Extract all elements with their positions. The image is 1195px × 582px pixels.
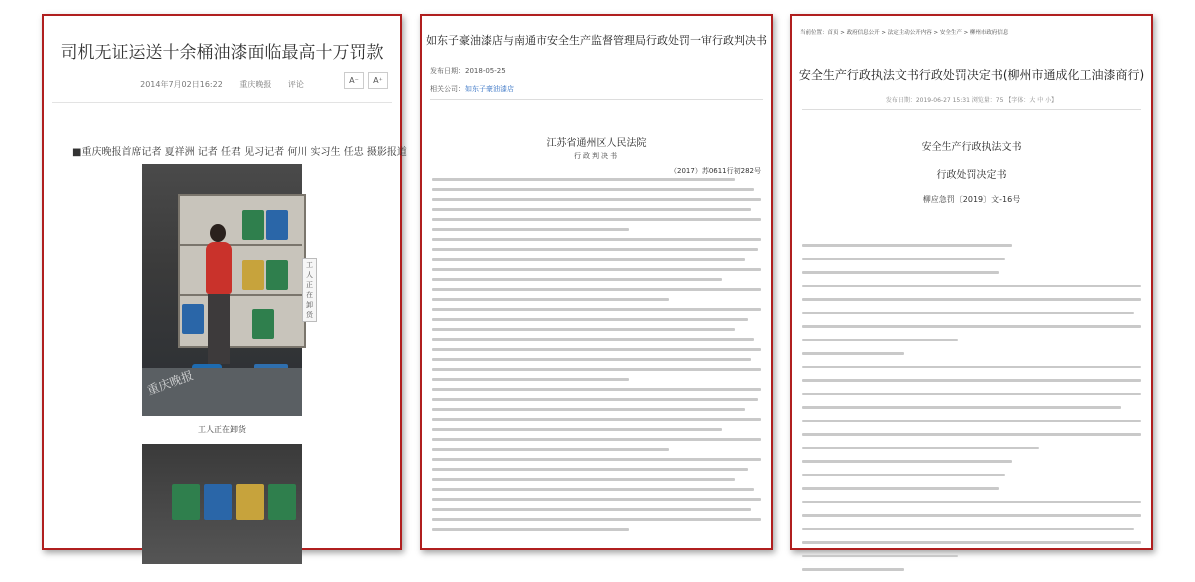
text-line [802,325,1141,328]
publish-date [430,66,506,76]
article-title: 司机无证运送十余桶油漆面临最高十万罚款 [60,43,384,63]
text-line [802,433,1141,436]
text-line [432,248,758,251]
worker-figure [210,224,226,242]
text-line [802,352,904,355]
text-line [802,541,1141,544]
text-line [432,298,669,301]
decision-meta: 发布日期：2019-06-27 15:31 浏览量：75 【字体：大 中 小】 [885,97,1058,104]
related-company-link[interactable]: 如东子豪油漆店 [465,85,514,93]
text-line [802,379,1141,382]
publish-date-label: 发布日期： [430,67,465,75]
court-judgment-panel [420,14,773,550]
text-line [432,268,761,271]
watermark-logo: 重庆晚报 [145,368,196,398]
text-line [432,328,735,331]
text-line [802,474,1005,477]
text-line [432,498,761,501]
text-line [802,339,958,342]
text-line [802,298,1141,301]
text-line [432,238,761,241]
text-line [432,518,761,521]
document-type: 行政判决书 [574,152,619,160]
comment-link[interactable]: 评论 [287,80,304,89]
text-line [432,508,751,511]
text-line [802,555,958,558]
text-line [432,388,761,391]
text-line [432,258,745,261]
text-line [802,271,999,274]
text-line [432,528,629,531]
text-line [432,218,761,221]
text-line [432,278,722,281]
text-line [802,514,1141,517]
text-line [802,393,1141,396]
text-line [432,458,761,461]
breadcrumb[interactable]: 当前位置：首页 > 政府信息公开 > 法定主动公开内容 > 安全生产 > 柳州市政府信息 [800,30,1009,36]
font-size-controls [344,72,388,89]
text-line [802,406,1121,409]
penalty-decision-panel [790,14,1153,550]
decision-body-text [802,244,1141,582]
judgment-body-text [432,178,761,538]
article-photo-2 [142,444,302,564]
text-line [432,488,754,491]
text-line [432,378,629,381]
related-company [430,84,514,94]
text-line [802,285,1141,288]
judgment-title: 如东子豪油漆店与南通市安全生产监督管理局行政处罚一审行政判决书 [426,34,767,47]
court-name: 江苏省通州区人民法院 [546,138,647,149]
text-line [432,348,761,351]
text-line [432,318,748,321]
text-line [432,308,761,311]
text-line [432,448,669,451]
text-line [432,438,761,441]
article-byline: ■重庆晚报首席记者 夏祥洲 记者 任君 见习记者 何川 实习生 任忠 摄影报道 [72,147,407,158]
text-line [802,460,1012,463]
text-line [432,478,735,481]
case-number: （2017）苏0611行初282号 [670,167,761,175]
text-line [432,398,758,401]
text-line [802,528,1134,531]
decision-title: 安全生产行政执法文书行政处罚决定书(柳州市通成化工油漆商行) [798,68,1145,82]
photo-caption: 工人正在卸货 [198,425,246,434]
related-company-label: 相关公司： [430,85,465,93]
text-line [802,447,1039,450]
text-line [432,178,735,181]
font-larger-button[interactable]: A⁺ [368,72,388,89]
text-line [432,188,754,191]
text-line [432,208,751,211]
text-line [802,487,999,490]
article-source[interactable]: 重庆晚报 [239,80,272,89]
divider [802,109,1141,110]
document-number: 柳应急罚〔2019〕文-16号 [922,195,1021,204]
document-heading: 安全生产行政执法文书 [921,142,1022,153]
text-line [432,228,629,231]
publish-date-value: 2018-05-25 [465,67,506,75]
font-smaller-button[interactable]: A⁻ [344,72,364,89]
image-tooltip: 工人正在卸货 [302,258,317,322]
text-line [802,244,1012,247]
text-line [432,418,761,421]
text-line [432,428,722,431]
article-photo [142,164,313,416]
text-line [432,358,751,361]
text-line [802,568,904,571]
article-date: 2014年7月02日16:22 [140,80,223,89]
document-subheading: 行政处罚决定书 [936,170,1007,181]
divider [430,99,763,100]
divider [52,102,392,103]
text-line [802,366,1141,369]
text-line [432,408,745,411]
text-line [802,258,1005,261]
text-line [432,198,761,201]
news-article-panel [42,14,407,550]
text-line [432,468,748,471]
text-line [802,420,1141,423]
text-line [432,288,761,291]
text-line [432,368,761,371]
text-line [802,501,1141,504]
text-line [432,338,754,341]
text-line [802,312,1134,315]
